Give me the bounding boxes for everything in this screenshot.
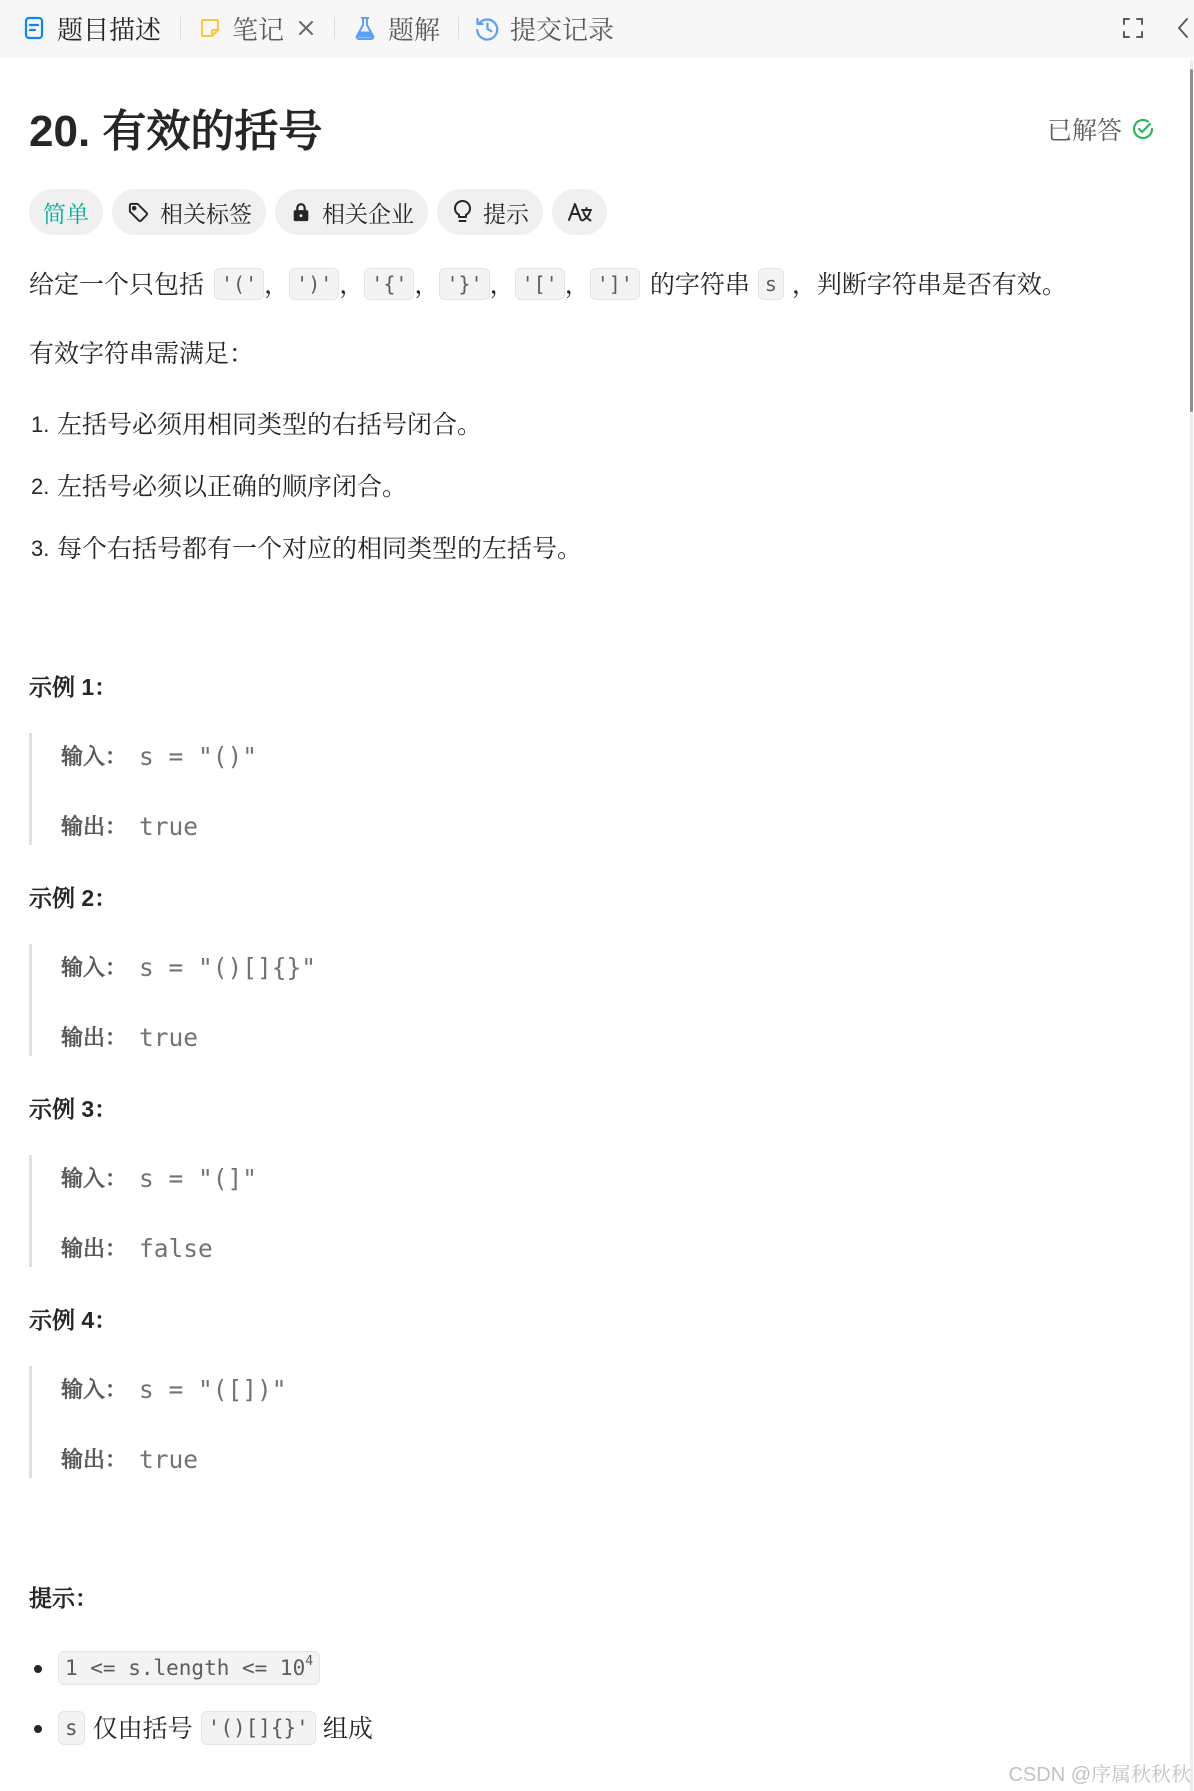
output-value: true	[139, 1023, 199, 1052]
example-2	[29, 880, 1129, 1056]
history-icon	[474, 15, 500, 41]
translate-button[interactable]	[552, 189, 607, 235]
inline-code: '()[]{}'	[201, 1711, 316, 1745]
pill-label: 提示	[483, 200, 529, 227]
description-text: ，判断字符串是否有效。	[791, 271, 1067, 299]
translate-icon	[567, 200, 593, 224]
related-companies-button[interactable]	[275, 189, 428, 235]
example-1	[29, 669, 1129, 845]
example-3	[29, 1091, 1129, 1267]
list-item: 左括号必须用相同类型的右括号闭合。	[57, 411, 483, 439]
inline-code: ')'	[289, 268, 339, 300]
example-block	[29, 733, 1129, 845]
close-icon[interactable]	[297, 19, 315, 37]
example-output	[61, 1020, 1129, 1056]
list-item: 左括号必须以正确的顺序闭合。	[57, 473, 408, 501]
input-value: s = "(]"	[139, 1164, 258, 1193]
inline-code: '}'	[439, 268, 489, 300]
constraints-title: 提示：	[29, 1585, 98, 1611]
input-label: 输入：	[61, 1377, 128, 1402]
flask-icon	[354, 16, 376, 40]
tag-icon	[127, 201, 150, 224]
related-tags-button[interactable]	[112, 189, 266, 235]
output-label: 输出：	[61, 814, 128, 839]
input-label: 输入：	[61, 744, 128, 769]
inline-code: '['	[515, 268, 565, 300]
problem-description	[29, 265, 1067, 305]
scrollbar-thumb[interactable]	[1190, 69, 1193, 412]
inline-code: ']'	[590, 268, 640, 300]
example-input	[61, 1161, 1129, 1197]
tab-description[interactable]	[24, 8, 161, 48]
list-item	[29, 1709, 373, 1749]
requirements-title: 有效字符串需满足：	[29, 340, 255, 368]
chevron-left-icon[interactable]	[1176, 17, 1190, 39]
input-label: 输入：	[61, 955, 128, 980]
page-title: 20. 有效的括号	[29, 107, 323, 156]
example-title: 示例 1：	[29, 674, 118, 700]
tab-divider	[180, 17, 181, 39]
input-value: s = "()"	[139, 742, 258, 771]
tab-label: 题解	[388, 14, 441, 45]
output-value: true	[139, 1445, 199, 1474]
example-title: 示例 3：	[29, 1096, 118, 1122]
tab-solutions[interactable]	[354, 8, 440, 48]
status-label: 已解答	[1047, 117, 1123, 145]
description-text: 的字符串	[649, 271, 750, 299]
constraint-text: 仅由括号	[92, 1715, 193, 1743]
constraints-list	[29, 1649, 373, 1769]
input-value: s = "([])"	[139, 1375, 287, 1404]
superscript: 4	[305, 1654, 314, 1670]
output-value: true	[139, 812, 199, 841]
pill-label: 相关标签	[160, 200, 252, 227]
scrollbar[interactable]	[1190, 60, 1193, 1791]
example-output	[61, 809, 1129, 845]
code-text: 1 <= s.length <= 10	[65, 1656, 306, 1681]
output-label: 输出：	[61, 1447, 128, 1472]
pill-label: 相关企业	[322, 200, 414, 227]
description-icon	[24, 16, 44, 40]
tab-label: 提交记录	[510, 14, 615, 45]
tab-label: 题目描述	[57, 14, 162, 45]
difficulty-badge: 简单	[29, 189, 103, 235]
tab-label: 笔记	[232, 14, 285, 45]
output-label: 输出：	[61, 1236, 128, 1261]
tab-bar	[0, 0, 1194, 58]
requirements-list	[29, 405, 582, 591]
fullscreen-icon[interactable]	[1122, 17, 1144, 39]
separator: ，	[339, 271, 365, 299]
example-4	[29, 1302, 1129, 1478]
list-item: 每个右括号都有一个对应的相同类型的左括号。	[57, 535, 583, 563]
separator: ，	[564, 271, 590, 299]
example-title: 示例 4：	[29, 1307, 118, 1333]
example-input	[61, 1372, 1129, 1408]
example-block	[29, 1366, 1129, 1478]
inline-code: s	[58, 1711, 85, 1745]
separator: ，	[414, 271, 440, 299]
inline-code: s	[758, 268, 784, 300]
hints-button[interactable]	[437, 189, 543, 235]
example-title: 示例 2：	[29, 885, 118, 911]
tab-divider	[334, 17, 335, 39]
check-circle-icon	[1131, 117, 1155, 141]
tab-divider	[458, 17, 459, 39]
example-block	[29, 944, 1129, 1056]
inline-code	[58, 1651, 320, 1685]
example-output	[61, 1231, 1129, 1267]
output-value: false	[139, 1234, 213, 1263]
note-icon	[199, 17, 221, 39]
example-input	[61, 950, 1129, 986]
output-label: 输出：	[61, 1025, 128, 1050]
inline-code: '{'	[364, 268, 414, 300]
tab-notes[interactable]	[199, 8, 315, 48]
examples	[29, 669, 1129, 1513]
solved-status	[1047, 114, 1155, 144]
separator: ，	[489, 271, 515, 299]
input-label: 输入：	[61, 1166, 128, 1191]
lock-icon	[290, 201, 312, 223]
bulb-icon	[452, 200, 473, 224]
description-text: 给定一个只包括	[29, 271, 205, 299]
constraint-text: 组成	[322, 1715, 373, 1743]
separator: ，	[264, 271, 290, 299]
tag-pills	[29, 189, 607, 235]
example-output	[61, 1442, 1129, 1478]
example-input	[61, 739, 1129, 775]
tab-submissions[interactable]	[474, 8, 614, 48]
list-item	[29, 1649, 373, 1689]
example-block	[29, 1155, 1129, 1267]
watermark: CSDN @序属秋秋秋	[1008, 1764, 1191, 1786]
input-value: s = "()[]{}"	[139, 953, 317, 982]
inline-code: '('	[214, 268, 264, 300]
